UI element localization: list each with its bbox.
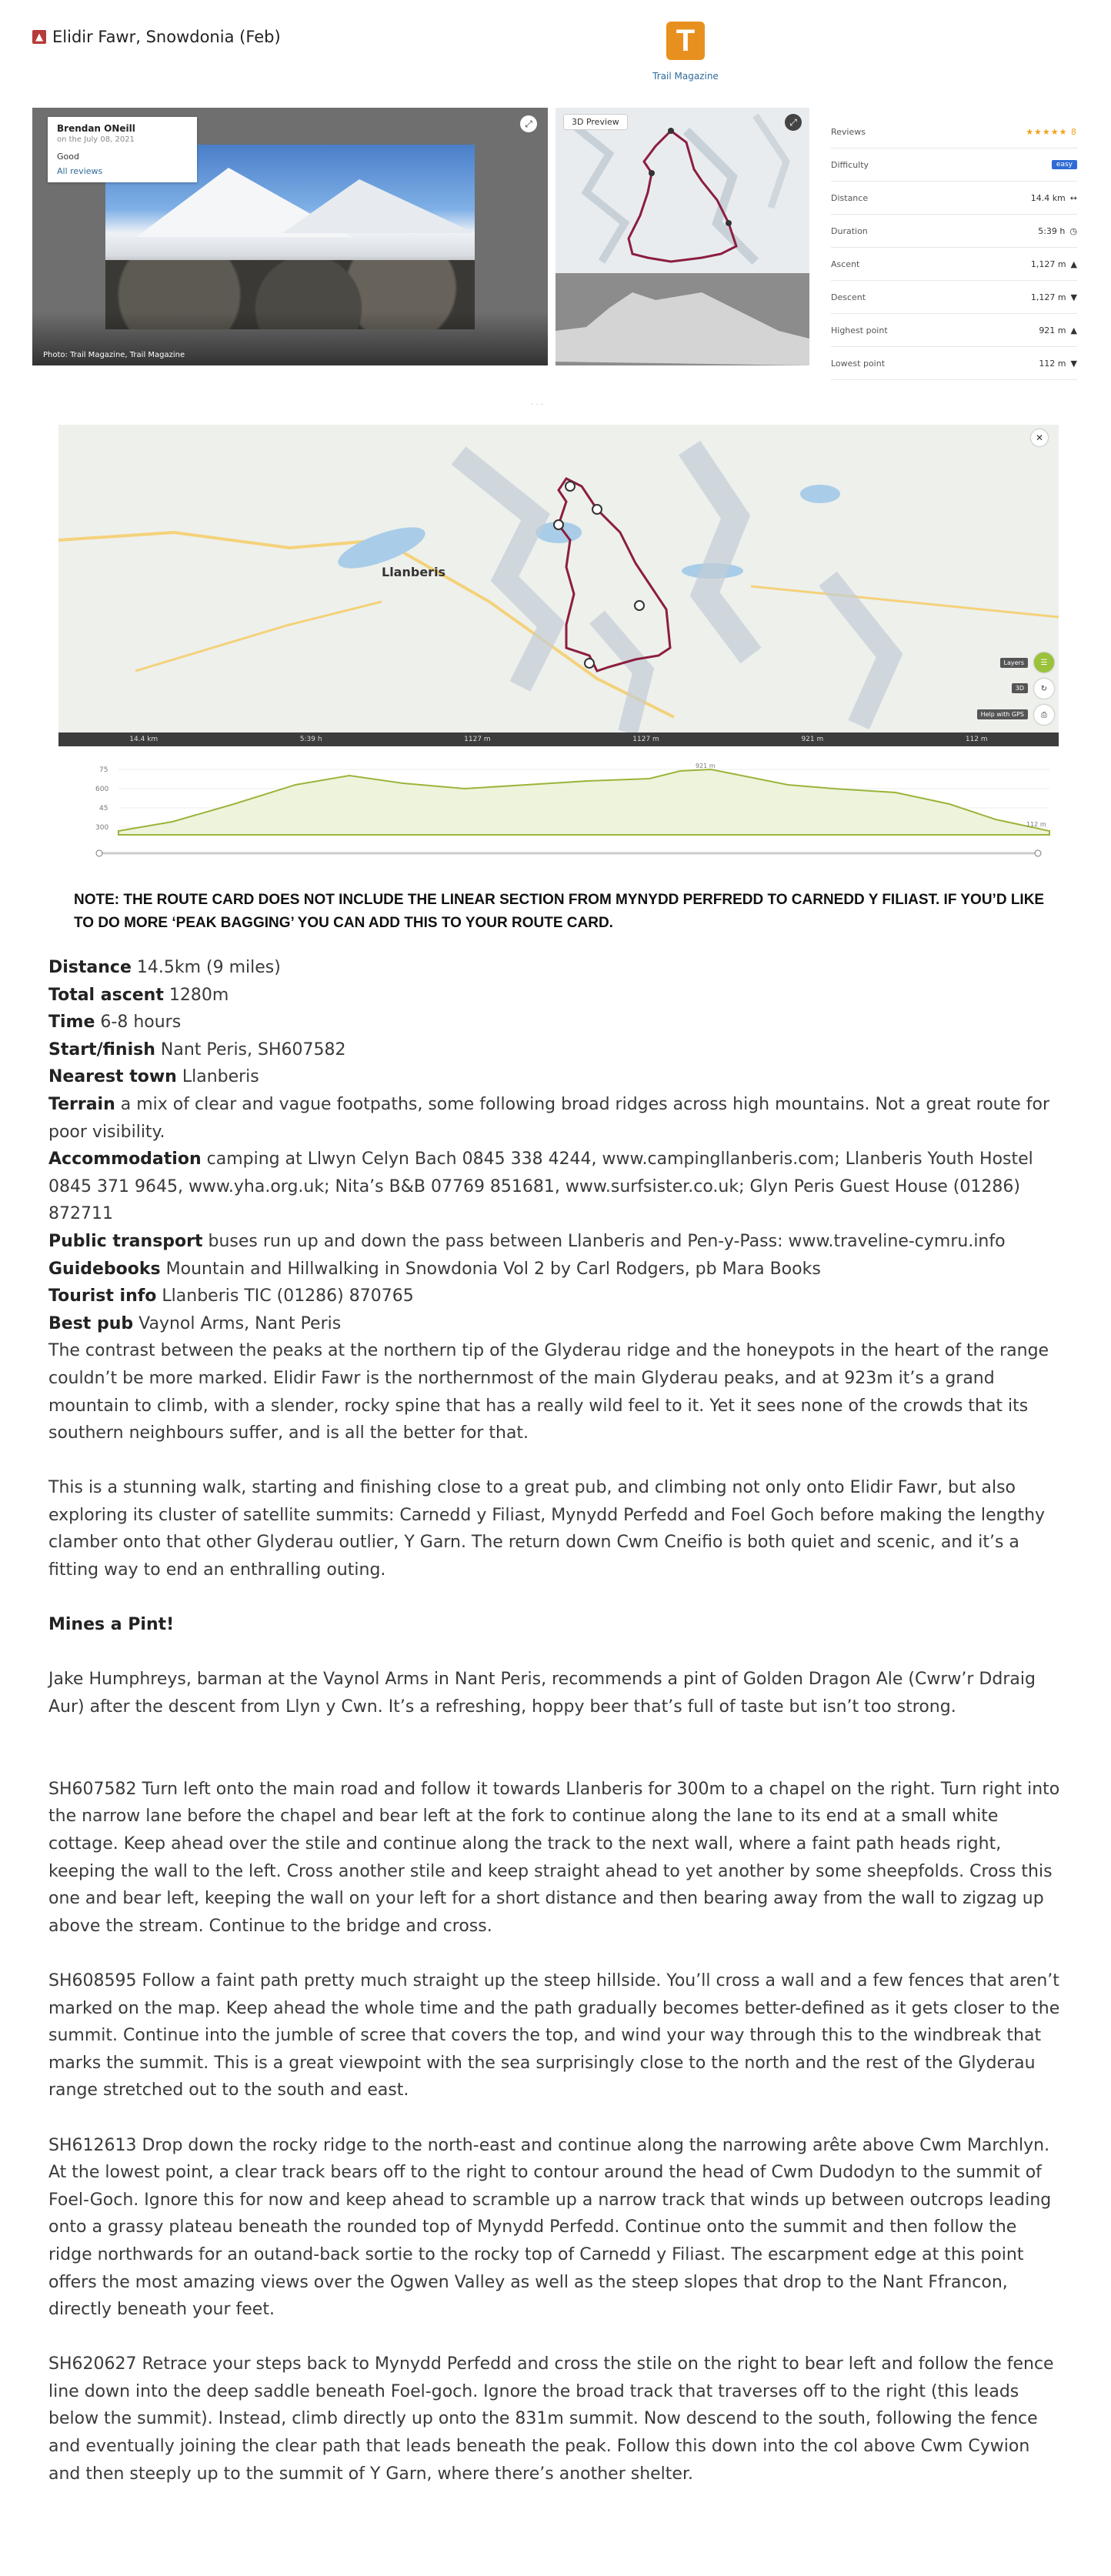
- route-note: NOTE: THE ROUTE CARD DOES NOT INCLUDE THE LINEAR SECTION FROM MYNYDD PERFREDD TO CARNEDD Y FILIAST. IF YOU’D LIKE TO DO MORE ‘PEAK BAGGING’ YOU CAN ADD THIS TO YOUR ROUTE CARD.: [74, 892, 1045, 931]
- end-label: 112 m: [1026, 821, 1046, 828]
- step-2: SH608595 Follow a faint path pretty much straight up the steep hillside. You’ll cross a wall and a few fences that aren’t marked on the map. Keep ahead the whole time and the path gradually becomes better-defined as it gets closer to the summit. Continue into the jumble of scree that covers the top, and wind your way through this to the windbreak that marks the summit. This is a great viewpoint with the sea surprisingly close to the north and the rest of the Glyderau range stretched out to the south and east.: [48, 1970, 1060, 2101]
- gps-help-label[interactable]: Help with GPS: [977, 709, 1028, 719]
- peak-label: 921 m: [696, 762, 716, 769]
- fact-town: [48, 1063, 1064, 1091]
- fact-label: Start/finish: [48, 1039, 155, 1059]
- fact-label: Nearest town: [48, 1067, 177, 1087]
- stat-difficulty: [831, 148, 1077, 182]
- step-3: SH612613 Drop down the rocky ridge to the north-east and continue along the narrowing arête above Cwm Marchlyn. At the lowest point, a clear track bears off to the right to contour around the head of Cwm Dudodyn to the summit of Foel-Goch. Ignore this for now and keep ahead to scramble up a narrow track that winds up between outcrops leading onto a grassy plateau beneath the rounded top of Mynydd Perfedd. Continue onto the summit and then follow the ridge northwards for an outand-back sortie to the rocky top of Carnedd y Filiast. The escarpment edge at this point offers the most amazing views over the Ogwen Valley as well as the steep slopes that drop to the Nant Ffrancon, directly beneath your feet.: [48, 2135, 1052, 2320]
- fact-value: 1280m: [168, 985, 229, 1005]
- hiker-icon: ▲: [32, 30, 46, 44]
- difficulty-badge: easy: [1052, 160, 1077, 169]
- fact-label: Total ascent: [48, 985, 164, 1005]
- 3d-preview-button[interactable]: [563, 114, 628, 130]
- fact-value: camping at Llwyn Celyn Bach 0845 338 4244, www.campingllanberis.com; Llanberis Youth Hostel 0845 371 9645, www.yha.org.uk; Nita’s B&B 07769 851681, www.surfsister.co.uk; Glyn Peris Guest House (01286) 872711: [48, 1150, 1033, 1224]
- stat-label: Reviews: [831, 126, 866, 137]
- elevation-profile[interactable]: [95, 762, 1057, 843]
- valley-icon: ▼: [1070, 358, 1077, 369]
- expand-map-icon[interactable]: ⤢: [785, 114, 802, 131]
- y-tick: 75: [99, 766, 108, 774]
- fact-label: Accommodation: [48, 1150, 202, 1170]
- print-icon[interactable]: ⎙: [1034, 705, 1054, 725]
- fact-value: Mountain and Hillwalking in Snowdonia Vol 2 by Carl Rodgers, pb Mara Books: [165, 1259, 821, 1279]
- fact-accommodation: [48, 1146, 1064, 1228]
- route-map-canvas: [58, 425, 1059, 746]
- rating-stars: ★★★★★ 8: [1026, 126, 1077, 137]
- 3d-preview-label: 3D Preview: [572, 117, 619, 127]
- stat-reviews[interactable]: [831, 115, 1077, 148]
- fact-start: [48, 1036, 1064, 1064]
- bar-distance: 14.4 km: [129, 736, 158, 743]
- stat-distance: [831, 182, 1077, 215]
- route-photo[interactable]: [32, 108, 548, 365]
- fact-guidebooks: [48, 1256, 1064, 1283]
- summit-icon: ▲: [1070, 325, 1077, 335]
- fact-value: 6-8 hours: [100, 1013, 182, 1033]
- fact-value: 14.5km (9 miles): [136, 958, 281, 977]
- fact-pub: [48, 1310, 1064, 1338]
- fact-label: Time: [48, 1013, 95, 1033]
- step-1: SH607582 Turn left onto the main road and follow it towards Llanberis for 300m to a chapel on the right. Turn right into the narrow lane before the chapel and bear left at the fork to continue along the lane to its end at a small white cottage. Keep ahead over the stile and continue along the track to the next wall, where a faint path heads right, keeping the wall to the left. Cross another stile and keep straight ahead to yet another by some sheepfolds. Cross this one and bear left, keeping the wall on your left for a short distance and then bearing away from the wall to zigzag up above the stream. Continue to the bridge and cross.: [48, 1779, 1060, 1936]
- elevation-slider[interactable]: [95, 849, 1042, 857]
- fact-label: Tourist info: [48, 1286, 157, 1306]
- y-tick: 300: [95, 824, 109, 832]
- brand-name[interactable]: Trail Magazine: [652, 71, 719, 82]
- descent-icon: ▼: [1070, 292, 1077, 302]
- stat-label: Descent: [831, 292, 866, 302]
- stat-highest: [831, 314, 1077, 347]
- clock-icon: ◷: [1069, 225, 1077, 236]
- bar-descent: 1127 m: [632, 736, 659, 743]
- bar-duration: 5:39 h: [299, 736, 322, 743]
- stats-panel: [831, 115, 1077, 380]
- fact-value: a mix of clear and vague footpaths, some following broad ridges across high mountains. Not a great route for poor visibility.: [48, 1094, 1050, 1142]
- distance-icon: ↔: [1069, 192, 1077, 203]
- fact-value: buses run up and down the pass between Llanberis and Pen-y-Pass: www.traveline-cymru.info: [208, 1231, 1006, 1251]
- stat-value: 1,127 m: [1030, 292, 1066, 302]
- fact-terrain: [48, 1091, 1064, 1146]
- intro-paragraph: The contrast between the peaks at the northern tip of the Glyderau ridge and the honeypots in the heart of the range couldn’t be more marked. Elidir Fawr is the northernmost of the main Glyderau peaks, and at 923m it’s a grand mountain to climb, with a slender, rocky spine that has a really wild feel to it. Yet it sees none of the crowds that its southern neighbours suffer, and is all the better for that.: [48, 1341, 1049, 1443]
- stat-label: Highest point: [831, 325, 888, 335]
- brand[interactable]: [651, 22, 720, 82]
- fact-value: Nant Peris, SH607582: [160, 1039, 346, 1059]
- fact-label: Best pub: [48, 1313, 134, 1333]
- route-map[interactable]: [58, 425, 1059, 746]
- stat-value: 5:39 h: [1038, 225, 1066, 236]
- review-rating: Good: [57, 152, 79, 162]
- stat-lowest: [831, 347, 1077, 380]
- fact-transport: [48, 1228, 1064, 1256]
- fact-time: [48, 1009, 1064, 1036]
- stat-label: Ascent: [831, 259, 860, 269]
- brand-logo[interactable]: T: [666, 22, 705, 60]
- step-4: SH620627 Retrace your steps back to Mynydd Perfedd and cross the stile on the right to bear left and follow the fence line down into the deep saddle beneath Foel-goch. Ignore the broad track that traverses off to the right (this leads below the summit). Instead, climb directly up onto the 831m summit. Now descend to the south, following the fence and eventually joining the clear path that leads beneath the peak. Follow this down into the col above Cwm Cywion and then steeply up to the summit of Y Garn, where there’s another shelter.: [48, 2354, 1054, 2484]
- stat-value: 112 m: [1039, 358, 1066, 369]
- fact-distance: [48, 954, 1064, 982]
- fact-label: Distance: [48, 958, 132, 977]
- route-title: [32, 28, 281, 46]
- stat-duration: [831, 215, 1077, 248]
- review-author: Brendan ONeill: [57, 123, 135, 134]
- pint-heading: Mines a Pint!: [48, 1615, 175, 1635]
- route-title-text: Elidir Fawr, Snowdonia (Feb): [52, 28, 281, 46]
- photo-caption: [32, 312, 548, 365]
- stat-value: 14.4 km: [1030, 192, 1066, 203]
- mini-map-canvas: [556, 108, 809, 365]
- y-tick: 45: [99, 805, 108, 813]
- stat-ascent: [831, 248, 1077, 281]
- stat-label: Duration: [831, 225, 868, 236]
- walk-paragraph: This is a stunning walk, starting and finishing close to a great pub, and climbing not only onto Elidir Fawr, but also exploring its cluster of satellite summits: Carnedd y Filiast, Mynydd Perfedd and Foel Goch before making the lengthy clamber onto that other Glyderau outlier, Y Garn. The return down Cwm Cneifio is both quiet and scenic, and it’s a fitting way to end an enthralling outing.: [48, 1478, 1046, 1580]
- article-body: [48, 954, 1064, 2488]
- fact-ascent: [48, 982, 1064, 1009]
- stat-descent: [831, 281, 1077, 314]
- stat-label: Distance: [831, 192, 869, 203]
- fact-value: Llanberis: [182, 1067, 259, 1087]
- stat-label: Lowest point: [831, 358, 886, 369]
- mini-map[interactable]: [556, 108, 809, 365]
- stat-value: 921 m: [1039, 325, 1066, 335]
- stat-label: Difficulty: [831, 159, 869, 170]
- map-stats-bar: [58, 732, 1059, 746]
- fact-value: Vaynol Arms, Nant Peris: [138, 1313, 342, 1333]
- layers-icon[interactable]: ☰: [1034, 652, 1054, 672]
- bar-ascent: 1127 m: [464, 736, 491, 743]
- close-map-icon[interactable]: ✕: [1031, 429, 1048, 446]
- page-divider: . . .: [531, 399, 543, 407]
- map-town-label: Llanberis: [382, 565, 446, 579]
- y-tick: 600: [95, 786, 109, 793]
- bar-lowest: 112 m: [965, 736, 988, 743]
- photo-caption-text: Photo: Trail Magazine, Trail Magazine: [43, 351, 185, 359]
- pint-paragraph: Jake Humphreys, barman at the Vaynol Arms in Nant Peris, recommends a pint of Golden Dragon Ale (Cwrw’r Ddraig Aur) after the descent from Llyn y Cwn. It’s a refreshing, hoppy beer that’s full of taste but isn’t too strong.: [48, 1670, 1036, 1717]
- expand-icon[interactable]: ⤢: [520, 115, 537, 132]
- fact-label: Public transport: [48, 1231, 203, 1251]
- layers-label[interactable]: Layers: [1000, 658, 1028, 668]
- bar-highest: 921 m: [801, 736, 824, 743]
- all-reviews-link[interactable]: All reviews: [57, 166, 103, 176]
- stat-value: 1,127 m: [1030, 259, 1066, 269]
- fact-label: Guidebooks: [48, 1259, 161, 1279]
- review-card: [48, 117, 197, 182]
- ascent-icon: ▲: [1070, 259, 1077, 269]
- 3d-label[interactable]: 3D: [1012, 683, 1028, 693]
- fact-value: Llanberis TIC (01286) 870765: [162, 1286, 414, 1306]
- fact-tourist-info: [48, 1283, 1064, 1310]
- review-date: on the July 08, 2021: [57, 135, 135, 144]
- 3d-icon[interactable]: ↻: [1034, 679, 1054, 699]
- fact-label: Terrain: [48, 1094, 115, 1114]
